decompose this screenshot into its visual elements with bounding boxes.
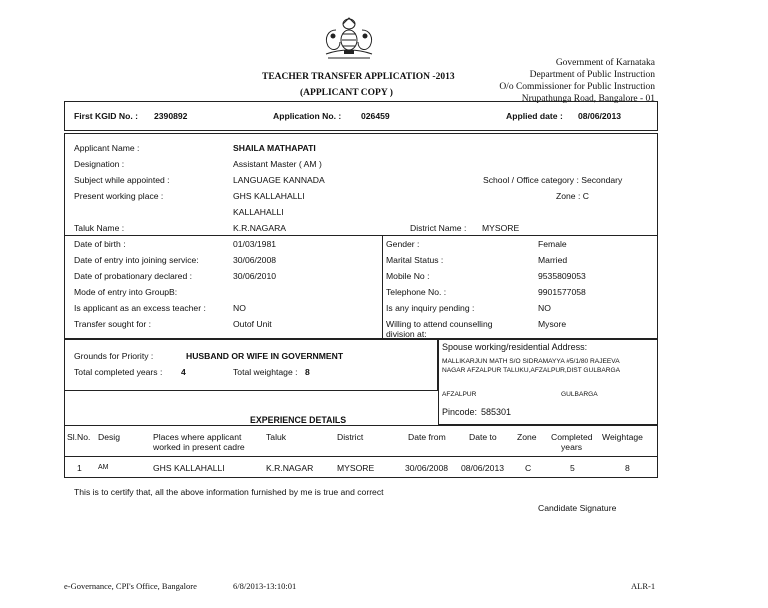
applicant-name-value: SHAILA MATHAPATI xyxy=(233,143,316,153)
applied-date-value: 08/06/2013 xyxy=(578,111,622,121)
table-cell-date-to: 08/06/2013 xyxy=(461,463,505,473)
working-place-value: GHS KALLAHALLI xyxy=(233,191,305,201)
col-header-places: Places where applicant xyxy=(153,432,242,442)
row-label-2: Telephone No. : xyxy=(386,287,447,297)
pincode-label: Pincode: xyxy=(442,407,478,417)
working-place-value-2: KALLAHALLI xyxy=(233,207,284,217)
school-category: School / Office category : Secondary xyxy=(483,175,623,185)
gov-line: Nrupathunga Road, Bangalore - 01 xyxy=(521,94,655,104)
gov-line: O/o Commissioner for Public Instruction xyxy=(499,82,655,92)
subject-value: LANGUAGE KANNADA xyxy=(233,175,325,185)
table-cell-place: GHS KALLAHALLI xyxy=(153,463,225,473)
row-label-2: Willing to attend counselling xyxy=(386,319,493,329)
col-header-years-2: years xyxy=(561,442,583,452)
divider xyxy=(64,235,658,236)
row-label-2: Mobile No : xyxy=(386,271,430,281)
completed-years-value: 4 xyxy=(181,367,186,377)
col-header-slno: Sl.No. xyxy=(67,432,91,442)
col-header-date-from: Date from xyxy=(408,432,446,442)
priority-box xyxy=(64,339,438,391)
row-value-2: 9535809053 xyxy=(538,271,586,281)
col-header-date-to: Date to xyxy=(469,432,497,442)
row-value-2: Female xyxy=(538,239,567,249)
spouse-address-line: MALLIKARJUN MATH S/O SIDRAMAYYA #5/1/80 RAJEEVA xyxy=(442,358,620,365)
row-label-2: Is any inquiry pending : xyxy=(386,303,475,313)
table-cell-years: 5 xyxy=(570,463,575,473)
table-cell-date-from: 30/06/2008 xyxy=(405,463,449,473)
working-place-label: Present working place : xyxy=(74,191,164,201)
completed-years-label: Total completed years : xyxy=(74,367,163,377)
row-label-2b: division at: xyxy=(386,329,427,339)
government-address xyxy=(499,57,655,105)
application-no-value: 026459 xyxy=(361,111,390,121)
row-value: 01/03/1981 xyxy=(233,239,277,249)
taluk-value: K.R.NAGARA xyxy=(233,223,287,233)
divider xyxy=(382,235,383,339)
gov-line: Government of Karnataka xyxy=(555,58,655,68)
col-header-years: Completed xyxy=(551,432,593,442)
pincode-value: 585301 xyxy=(481,407,512,417)
row-value-2: Married xyxy=(538,255,568,265)
row-value-2: Mysore xyxy=(538,319,567,329)
designation-label: Designation : xyxy=(74,159,125,169)
kgid-label: First KGID No. : xyxy=(74,111,138,121)
row-value-2: 9901577058 xyxy=(538,287,586,297)
col-header-taluk: Taluk xyxy=(266,432,287,442)
weightage-value: 8 xyxy=(305,367,310,377)
applied-date-label: Applied date : xyxy=(506,111,563,121)
table-cell-desig: AM xyxy=(98,464,109,471)
table-cell-slno: 1 xyxy=(77,463,82,473)
karnataka-emblem-icon xyxy=(318,16,380,62)
spouse-district: GULBARGA xyxy=(561,391,598,398)
zone-value: Zone : C xyxy=(556,191,589,201)
row-value: 30/06/2008 xyxy=(233,255,277,265)
row-label: Date of entry into joining service: xyxy=(74,255,199,265)
row-value: 30/06/2010 xyxy=(233,271,277,281)
application-no-label: Application No. : xyxy=(273,111,342,121)
experience-title: EXPERIENCE DETAILS xyxy=(250,415,347,425)
form-subtitle: (APPLICANT COPY ) xyxy=(300,88,393,98)
taluk-label: Taluk Name : xyxy=(74,223,125,233)
table-cell-weightage: 8 xyxy=(625,463,630,473)
col-header-district: District xyxy=(337,432,364,442)
district-label: District Name : xyxy=(410,223,467,233)
footer-timestamp: 6/8/2013-13:10:01 xyxy=(233,581,297,591)
designation-value: Assistant Master ( AM ) xyxy=(233,159,322,169)
row-label: Transfer sought for : xyxy=(74,319,152,329)
priority-label: Grounds for Priority : xyxy=(74,351,154,361)
applicant-name-label: Applicant Name : xyxy=(74,143,140,153)
row-label-2: Marital Status : xyxy=(386,255,444,265)
row-value-2: NO xyxy=(538,303,551,313)
table-cell-zone: C xyxy=(525,463,532,473)
col-header-weightage: Weightage xyxy=(602,432,643,442)
divider xyxy=(64,391,65,425)
row-label: Date of probationary declared : xyxy=(74,271,192,281)
subject-label: Subject while appointed : xyxy=(74,175,170,185)
spouse-taluk: AFZALPUR xyxy=(442,391,477,398)
row-value: Outof Unit xyxy=(233,319,272,329)
table-cell-taluk: K.R.NAGAR xyxy=(266,463,314,473)
table-cell-district: MYSORE xyxy=(337,463,375,473)
weightage-label: Total weightage : xyxy=(233,367,298,377)
spouse-address-line: NAGAR AFZALPUR TALUKU,AFZALPUR,DIST GULBARGA xyxy=(442,367,621,374)
divider xyxy=(64,456,658,457)
col-header-places-2: worked in present cadre xyxy=(153,442,245,452)
candidate-signature-label: Candidate Signature xyxy=(538,503,617,513)
district-value: MYSORE xyxy=(482,223,520,233)
row-value: NO xyxy=(233,303,246,313)
priority-value: HUSBAND OR WIFE IN GOVERNMENT xyxy=(186,351,344,361)
row-label: Mode of entry into GroupB: xyxy=(74,287,178,297)
footer-left: e-Governance, CPI's Office, Bangalore xyxy=(64,581,197,591)
row-label: Date of birth : xyxy=(74,239,126,249)
form-title: TEACHER TRANSFER APPLICATION -2013 xyxy=(262,72,455,82)
footer-right: ALR-1 xyxy=(631,581,656,591)
col-header-zone: Zone xyxy=(517,432,537,442)
col-header-desig: Desig xyxy=(98,432,120,442)
row-label: Is applicant as an excess teacher : xyxy=(74,303,206,313)
row-label-2: Gender : xyxy=(386,239,420,249)
certification-text: This is to certify that, all the above information furnished by me is true and correct xyxy=(74,487,384,497)
kgid-value: 2390892 xyxy=(154,111,188,121)
spouse-label: Spouse working/residential Address: xyxy=(442,342,588,352)
gov-line: Department of Public Instruction xyxy=(529,70,655,80)
